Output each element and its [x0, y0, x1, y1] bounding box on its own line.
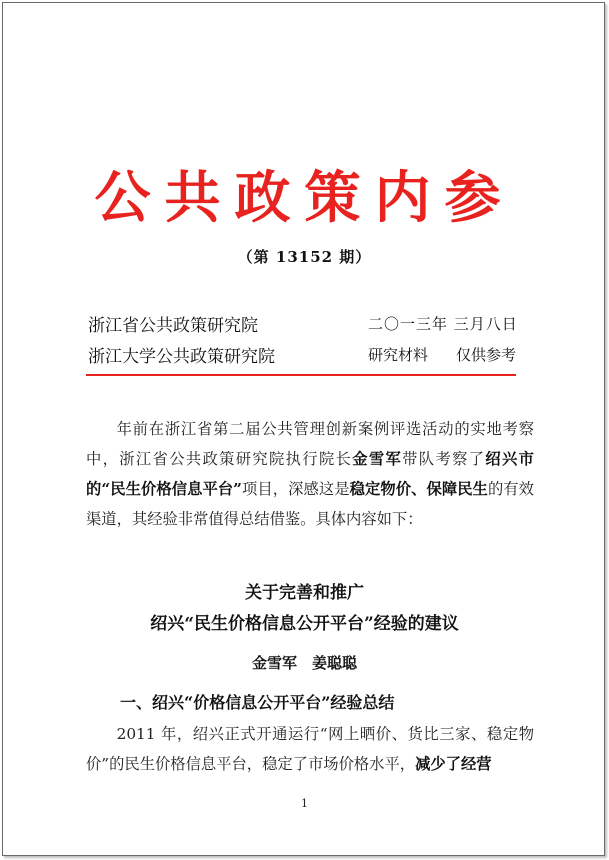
- document-title: 公共政策内参: [94, 165, 515, 231]
- section-emphasis: 减少了经营: [415, 755, 492, 773]
- intro-name: 金雪军: [352, 450, 403, 468]
- intro-place: 绍兴市的“民生价格信息平台”: [86, 450, 534, 498]
- intro-text-1: 年前在浙江省第二届公共管理创新案例评选活动的实地考察中，浙江省公共政策研究院执行院长: [86, 420, 534, 468]
- article-title-line2: 绍兴“民生价格信息公开平台”经验的建议: [150, 614, 459, 634]
- page-number: 1: [301, 797, 308, 810]
- intro-text-4: 的有效渠道，其经验非常值得总结借鉴。具体内容如下：: [86, 480, 534, 528]
- intro-text-2: 带队考察了: [402, 450, 486, 468]
- section-text: 2011 年，绍兴正式开通运行“网上晒价、货比三家、稳定物价”的民生价格信息平台，稳定了市场价格水平，: [86, 725, 534, 773]
- tag-reference-only: 仅供参考: [456, 346, 517, 364]
- org-name-university: 浙江大学公共政策研究院: [88, 347, 275, 367]
- section-heading: 一、绍兴“价格信息公开平台”经验总结: [120, 693, 395, 712]
- intro-text-3: 项目，深感这是: [241, 480, 350, 498]
- article-authors: 金雪军 姜聪聪: [251, 654, 357, 672]
- section-paragraph: [86, 719, 534, 779]
- org-name-provincial: 浙江省公共政策研究院: [88, 316, 258, 336]
- intro-paragraph: [86, 414, 534, 534]
- intro-emphasis: 稳定物价、保障民生: [349, 480, 488, 498]
- tag-research-material: 研究材料: [368, 346, 429, 364]
- article-title-line1: 关于完善和推广: [245, 583, 364, 603]
- header-divider: [86, 374, 516, 376]
- issue-number: （第 13152 期）: [237, 248, 372, 266]
- issue-date: 二〇一三年 三月八日: [368, 315, 518, 333]
